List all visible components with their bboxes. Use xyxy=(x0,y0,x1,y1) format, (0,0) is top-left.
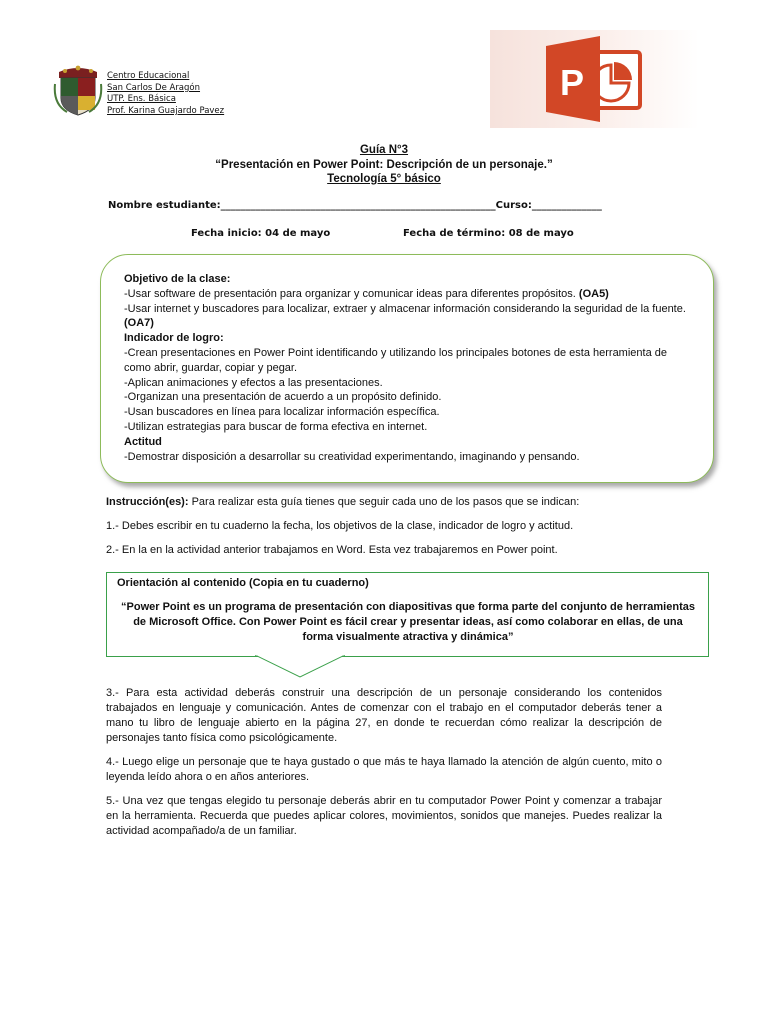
start-date: Fecha inicio: 04 de mayo xyxy=(191,228,331,239)
orientation-title: Orientación al contenido (Copia en tu cuaderno) xyxy=(117,577,369,589)
attitude-title: Actitud xyxy=(124,435,162,448)
guide-topic: “Presentación en Power Point: Descripción de un personaje.” xyxy=(215,158,553,171)
school-info xyxy=(107,71,224,117)
school-crest-icon xyxy=(53,64,103,116)
svg-text:P: P xyxy=(560,62,585,103)
school-name: Centro Educacional xyxy=(107,71,190,81)
objective-item: -Usar internet y buscadores para localizar, extraer y almacenar información considerando la seguridad de la fuente. (OA7) xyxy=(124,302,686,330)
orientation-quote: “Power Point es un programa de presentación con diapositivas que forma parte del conjunto de herramientas de Microsoft Office. Con Power Point es fácil crear y presentar ideas, así como colaborar en ellas, de una forma visualmente atractiva y dinámica” xyxy=(121,601,695,643)
title-block xyxy=(0,143,768,187)
objective-code: (OA5) xyxy=(578,287,609,300)
attitude-item: -Demostrar disposición a desarrollar su creatividad experimentando, imaginando y pensando. xyxy=(124,450,580,463)
step-1: 1.- Debes escribir en tu cuaderno la fecha, los objetivos de la clase, indicador de logro y actitud. xyxy=(106,520,574,532)
indicator-title: Indicador de logro: xyxy=(124,332,224,345)
step-4: 4.- Luego elige un personaje que te haya gustado o que más te haya llamado la atención de algún cuento, mito o leyenda leído ahora o en años anteriores. xyxy=(106,756,662,783)
instructions-intro: Instrucción(es): Para realizar esta guía tienes que seguir cada uno de los pasos que se indican: xyxy=(106,496,580,508)
indicator-item: -Usan buscadores en línea para localizar información específica. xyxy=(124,406,440,419)
guide-number: Guía N°3 xyxy=(359,144,409,156)
powerpoint-logo-icon xyxy=(490,30,699,128)
step-3: 3.- Para esta actividad deberás construir una descripción de un personaje considerando los contenidos trabajados en lenguaje y comunicación. Antes de comenzar con el trabajo en el computador deberás tener a mano tu libro de lenguaje abierto en la página 27, en donde te recuerdan cómo realizar la descripción de personajes tanto física como psicológicamente. xyxy=(106,687,662,744)
callout-pointer-icon xyxy=(255,655,345,679)
objectives-content xyxy=(124,272,694,464)
objective-code: (OA7) xyxy=(124,317,154,330)
objective-item: -Usar software de presentación para organizar y comunicar ideas para diferentes propósitos. (OA5) xyxy=(124,287,609,300)
end-date: Fecha de término: 08 de mayo xyxy=(403,228,574,239)
school-location: San Carlos De Aragón xyxy=(107,82,201,93)
step-5: 5.- Una vez que tengas elegido tu personaje deberás abrir en tu computador Power Point y comenzar a trabajar en la herramienta. Recuerda que puedes aplicar colores, movimientos, sonidos que manejes. Puedes realizar la actividad acompañado/a de un familiar. xyxy=(106,795,662,837)
indicator-item: -Crean presentaciones en Power Point identificando y utilizando los principales botones de esta herramienta de como abrir, guardar, copiar y pegar. xyxy=(124,346,667,374)
school-unit: UTP. Ens. Básica xyxy=(107,94,176,105)
instructions-label: Instrucción(es): xyxy=(106,496,189,508)
step-2: 2.- En la en la actividad anterior trabajamos en Word. Esta vez trabajaremos en Power point. xyxy=(106,544,558,556)
indicator-item: -Aplican animaciones y efectos a las presentaciones. xyxy=(124,376,383,389)
subject-title: Tecnología 5° básico xyxy=(327,173,441,185)
teacher-name: Prof. Karina Guajardo Pavez xyxy=(107,105,225,116)
student-name-line: Nombre estudiante:_______________________________________________________Curso:______________ xyxy=(108,200,602,211)
indicator-item: -Utilizan estrategias para buscar de forma efectiva en internet. xyxy=(124,420,428,433)
objectives-title: Objetivo de la clase: xyxy=(124,273,231,285)
indicator-item: -Organizan una presentación de acuerdo a un propósito definido. xyxy=(124,391,442,404)
